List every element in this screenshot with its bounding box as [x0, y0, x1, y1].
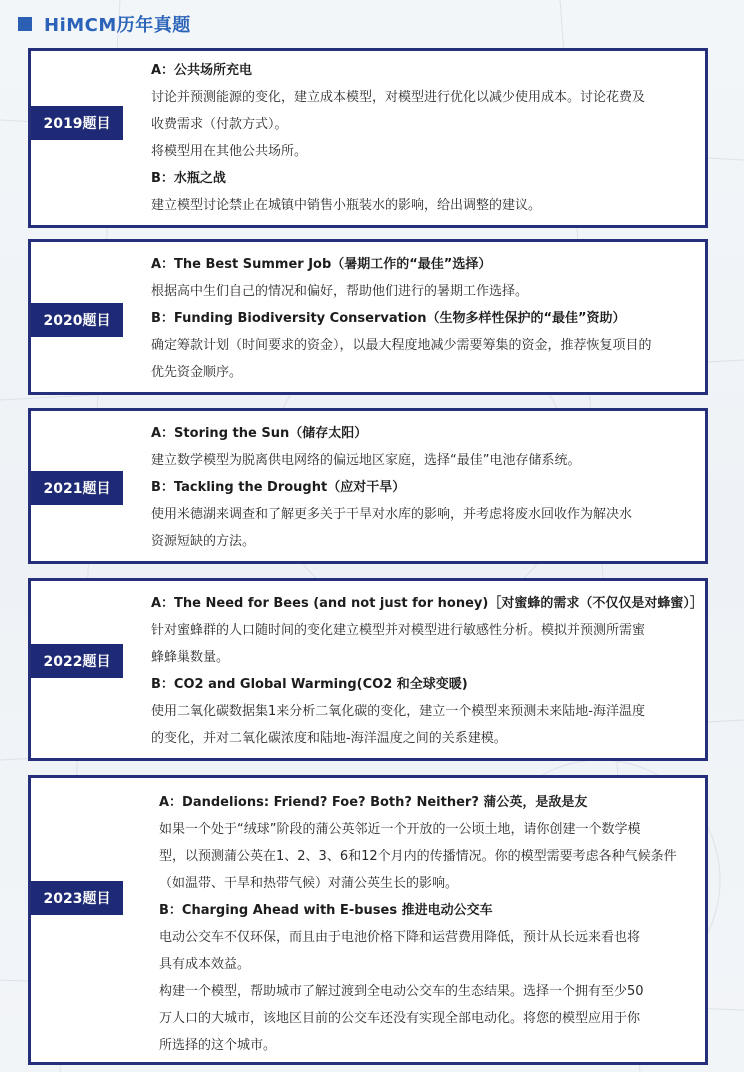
problem-desc: 将模型用在其他公共场所。 [151, 144, 308, 159]
problem-desc: 万人口的大城市，该地区目前的公交车还没有实现全部电动化。将您的模型应用于你 [159, 1011, 641, 1026]
card-2021 [28, 408, 708, 564]
card-2019 [28, 48, 708, 228]
problem-title: A：The Best Summer Job（暑期工作的“最佳”选择） [151, 257, 492, 272]
problem-title: A：The Need for Bees (and not just for honey)［对蜜蜂的需求（不仅仅是对蜂蜜）］ [151, 596, 703, 611]
card-content [151, 420, 689, 555]
problem-desc: 资源短缺的方法。 [151, 534, 256, 549]
problem-desc: 具有成本效益。 [159, 957, 251, 972]
problem-desc: 收费需求（付款方式）。 [151, 117, 288, 132]
year-badge: 2019题目 [31, 106, 123, 140]
problem-desc: 构建一个模型，帮助城市了解过渡到全电动公交车的生态结果。选择一个拥有至少50 [159, 984, 644, 999]
year-badge: 2020题目 [31, 303, 123, 337]
problem-desc: 针对蜜蜂群的人口随时间的变化建立模型并对模型进行敏感性分析。模拟并预测所需蜜 [151, 623, 646, 638]
page-header [18, 10, 191, 38]
problem-desc: 根据高中生们自己的情况和偏好，帮助他们进行的暑期工作选择。 [151, 284, 529, 299]
year-badge: 2022题目 [31, 644, 123, 678]
card-content [151, 590, 703, 752]
problem-desc: 优先资金顺序。 [151, 365, 243, 380]
problem-title: B：水瓶之战 [151, 171, 226, 186]
problem-desc: 建立模型讨论禁止在城镇中销售小瓶装水的影响，给出调整的建议。 [151, 198, 542, 213]
problem-desc: 使用米德湖来调查和了解更多关于干旱对水库的影响，并考虑将废水回收作为解决水 [151, 507, 633, 522]
problem-desc: 电动公交车不仅环保，而且由于电池价格下降和运营费用降低，预计从长远来看也将 [159, 930, 641, 945]
problem-desc: 讨论并预测能源的变化，建立成本模型，对模型进行优化以减少使用成本。讨论花费及 [151, 90, 646, 105]
header-square-icon [18, 17, 32, 31]
year-badge: 2021题目 [31, 471, 123, 505]
problem-desc: 所选择的这个城市。 [159, 1038, 277, 1053]
problem-desc: 的变化，并对二氧化碳浓度和陆地-海洋温度之间的关系建模。 [151, 731, 507, 746]
problem-desc: （如温带、干旱和热带气候）对蒲公英生长的影响。 [159, 876, 459, 891]
problem-desc: 如果一个处于“绒球”阶段的蒲公英邻近一个开放的一公顷土地，请你创建一个数学模 [159, 822, 641, 837]
problem-title: A：公共场所充电 [151, 63, 253, 78]
card-content [159, 789, 689, 1059]
problem-desc: 蜂蜂巢数量。 [151, 650, 230, 665]
year-badge: 2023题目 [31, 881, 123, 915]
card-2022 [28, 578, 708, 761]
problem-title: B：Tackling the Drought（应对干旱） [151, 480, 406, 495]
card-2023 [28, 775, 708, 1065]
problem-title: B：CO2 and Global Warming(CO2 和全球变暖) [151, 677, 468, 692]
problem-desc: 确定筹款计划（时间要求的资金），以最大程度地减少需要筹集的资金，推荐恢复项目的 [151, 338, 652, 353]
card-content [151, 251, 689, 386]
problem-title: B：Funding Biodiversity Conservation（生物多样性保护的“最佳”资助） [151, 311, 626, 326]
page-title: HiMCM历年真题 [44, 15, 191, 36]
card-content [151, 57, 689, 219]
problem-desc: 使用二氧化碳数据集1来分析二氧化碳的变化，建立一个模型来预测未来陆地-海洋温度 [151, 704, 645, 719]
problem-title: B：Charging Ahead with E-buses 推进电动公交车 [159, 903, 493, 918]
card-2020 [28, 239, 708, 395]
problem-desc: 型，以预测蒲公英在1、2、3、6和12个月内的传播情况。你的模型需要考虑各种气候条件 [159, 849, 677, 864]
problem-title: A：Storing the Sun（储存太阳） [151, 426, 368, 441]
problem-title: A：Dandelions: Friend? Foe? Both? Neither? 蒲公英，是敌是友 [159, 795, 588, 810]
problem-desc: 建立数学模型为脱离供电网络的偏远地区家庭，选择“最佳”电池存储系统。 [151, 453, 581, 468]
